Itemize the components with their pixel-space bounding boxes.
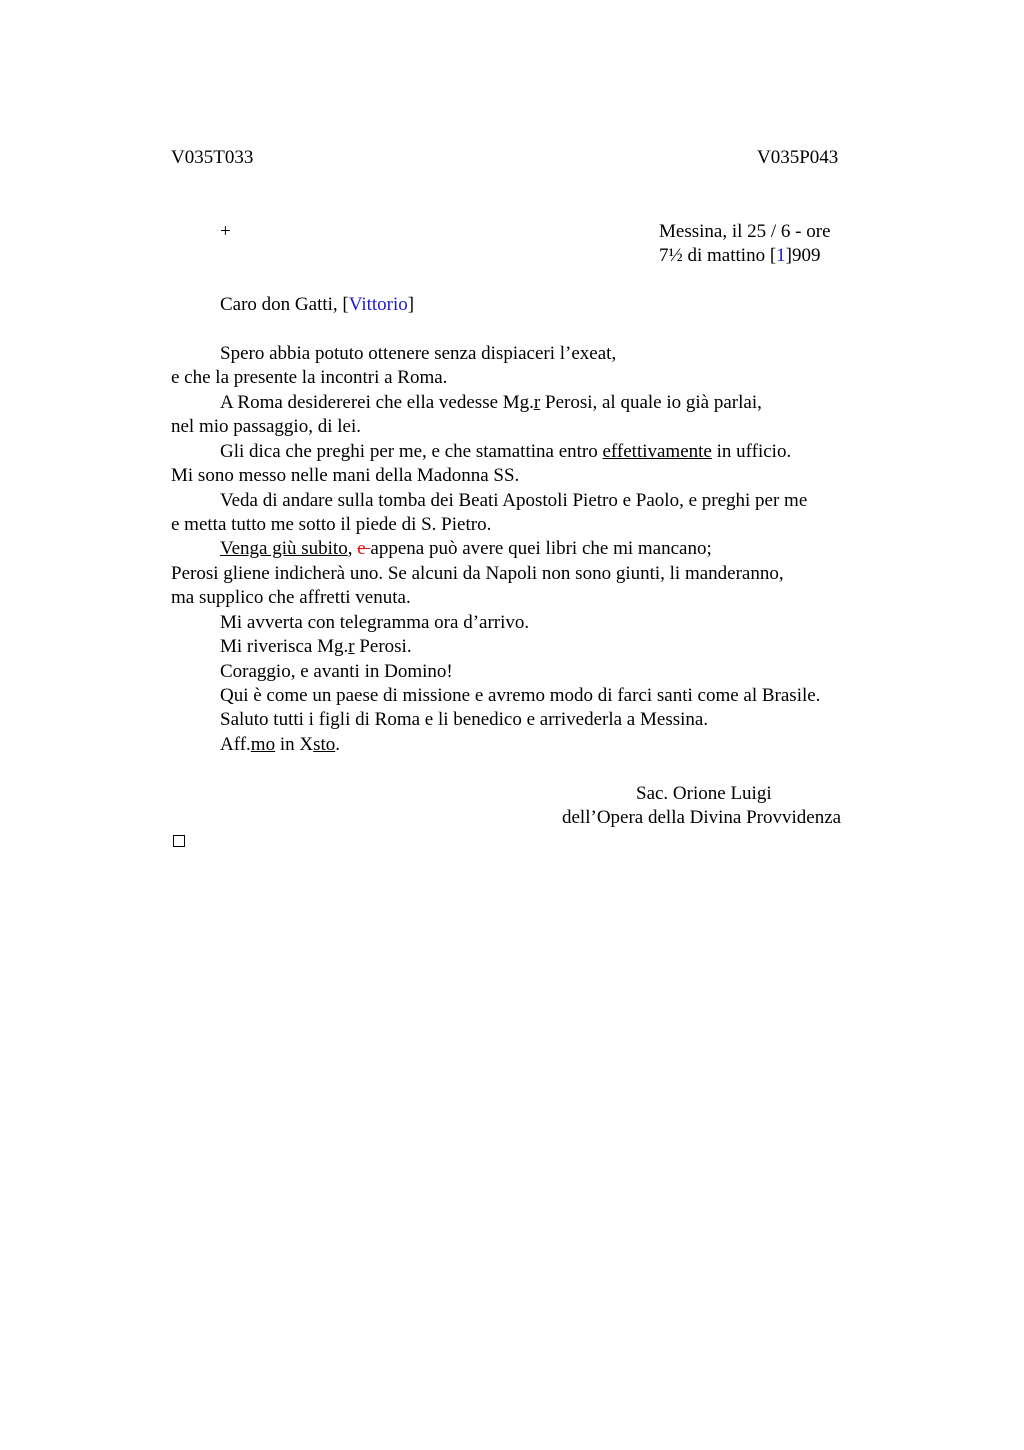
body-line: Saluto tutti i figli di Roma e li benedico e arrivederla a Messina.: [220, 709, 709, 730]
line-text: Gli dica che preghi per me, e che stamattina entro: [220, 441, 603, 462]
body-line: Perosi gliene indicherà uno. Se alcuni da Napoli non sono giunti, li manderanno,: [171, 563, 784, 584]
closing-line: [220, 733, 340, 757]
underlined-text: effettivamente: [602, 441, 712, 462]
header-right-code: V035P043: [757, 147, 839, 168]
struck-text: e: [357, 538, 371, 559]
underlined-text: r: [533, 392, 541, 413]
place-date-line-1: Messina, il 25 / 6 - ore: [659, 221, 831, 242]
body-line: Qui è come un paese di missione e avremo modo di farci santi come al Brasile.: [220, 685, 821, 706]
place-date-line-2: [659, 244, 820, 268]
body-line: Mi avverta con telegramma ora d’arrivo.: [220, 612, 530, 633]
signature-name: Sac. Orione Luigi: [636, 783, 772, 804]
line-text: ,: [347, 538, 358, 559]
editorial-insertion: 1: [776, 245, 786, 266]
body-line: [220, 635, 412, 659]
body-line: e metta tutto me sotto il piede di S. Pietro.: [171, 514, 492, 535]
body-line: e che la presente la incontri a Roma.: [171, 367, 448, 388]
signature-affiliation: dell’Opera della Divina Provvidenza: [562, 807, 842, 828]
body-line: Mi sono messo nelle mani della Madonna SS.: [171, 465, 520, 486]
body-line: ma supplico che affretti venuta.: [171, 587, 411, 608]
body-line: [220, 440, 791, 464]
line-text: appena può avere quei libri che mi mancano;: [370, 538, 712, 559]
body-line: [220, 391, 762, 415]
header-left-code: V035T033: [171, 147, 254, 168]
underlined-text: r: [348, 636, 355, 657]
end-marker-square-icon: [173, 835, 185, 847]
underlined-text: mo: [250, 734, 276, 755]
line-text: in ufficio.: [711, 441, 792, 462]
body-line: Veda di andare sulla tomba dei Beati Apostoli Pietro e Paolo, e preghi per me: [220, 490, 808, 511]
line-text: A Roma desidererei che ella vedesse Mg.: [220, 392, 534, 413]
line-text: Aff.: [220, 734, 251, 755]
line-text: .: [335, 734, 341, 755]
date-text: ]909: [785, 245, 821, 266]
line-text: Mi riverisca Mg.: [220, 636, 349, 657]
body-line: nel mio passaggio, di lei.: [171, 416, 361, 437]
cross-symbol: +: [220, 221, 231, 242]
body-line: Spero abbia potuto ottenere senza dispiaceri l’exeat,: [220, 343, 617, 364]
salutation-text: Caro don Gatti, [: [220, 294, 349, 315]
date-text: 7½ di mattino [: [659, 245, 777, 266]
line-text: in X: [275, 734, 314, 755]
line-text: Perosi, al quale io già parlai,: [540, 392, 762, 413]
body-line: [220, 537, 712, 561]
salutation: [220, 293, 414, 317]
underlined-text: sto: [313, 734, 336, 755]
line-text: Perosi.: [354, 636, 412, 657]
underlined-text: Venga giù subito: [220, 538, 348, 559]
body-line: Coraggio, e avanti in Domino!: [220, 661, 453, 682]
salutation-text: ]: [407, 294, 415, 315]
editorial-insertion: Vittorio: [348, 294, 408, 315]
